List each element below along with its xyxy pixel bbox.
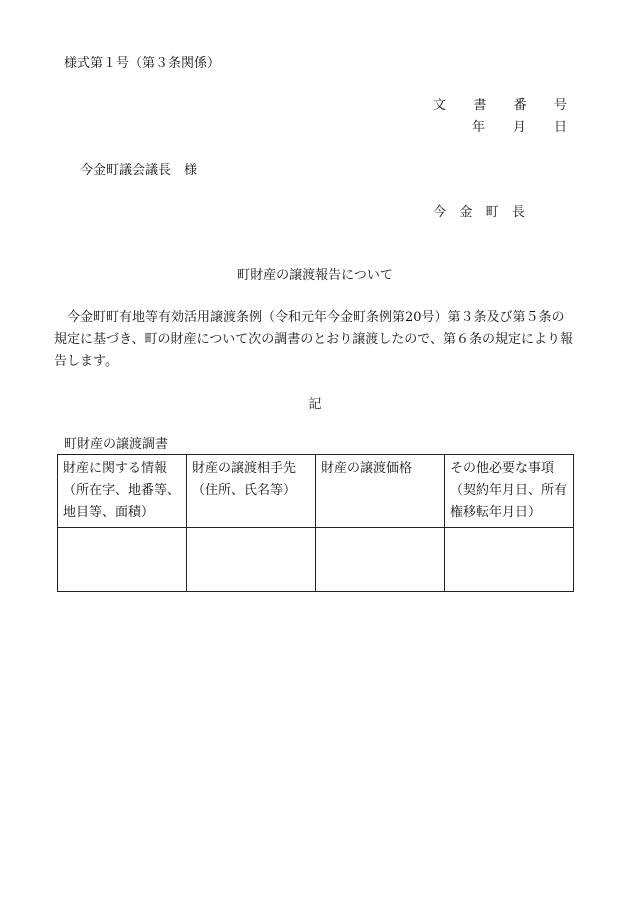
date-month-char: 月	[512, 120, 526, 135]
document-date	[472, 120, 567, 137]
table-row	[58, 528, 574, 592]
header-property-info: 財産に関する情報 （所在字、地番等、 地目等、面積）	[58, 455, 187, 528]
table-header-row	[58, 455, 574, 528]
body-paragraph: 今金町町有地等有効活用譲渡条例（令和元年今金町条例第20号）第３条及び第５条の規定に基づき、町の財産について次の調書のとおり譲渡したので、第６条の規定により報告します。	[54, 310, 573, 369]
document-number	[433, 98, 567, 115]
sender-char: 今	[433, 205, 447, 220]
header-transferee: 財産の譲渡相手先 （住所、氏名等）	[187, 455, 316, 528]
doc-number-char: 号	[553, 98, 567, 113]
doc-number-char: 番	[513, 98, 527, 113]
table-cell[interactable]	[445, 528, 574, 592]
doc-number-char: 書	[473, 98, 487, 113]
table-cell[interactable]	[58, 528, 187, 592]
form-label: 様式第１号（第３条関係）	[64, 56, 221, 71]
table-caption: 町財産の譲渡調書	[64, 437, 169, 452]
sender-char: 金	[459, 205, 473, 220]
transfer-table	[57, 454, 574, 592]
table-cell[interactable]	[316, 528, 445, 592]
header-transfer-price: 財産の譲渡価格	[316, 455, 445, 528]
date-day-char: 日	[553, 120, 567, 135]
table-cell[interactable]	[187, 528, 316, 592]
header-other-matters: その他必要な事項 （契約年月日、所有 権移転年月日）	[445, 455, 574, 528]
addressee: 今金町議会議長 様	[80, 163, 198, 178]
doc-number-char: 文	[433, 98, 447, 113]
date-year-char: 年	[472, 120, 486, 135]
ki-heading: 記	[308, 397, 322, 412]
sender-char: 長	[511, 205, 525, 220]
sender	[433, 205, 525, 222]
sender-char: 町	[485, 205, 499, 220]
document-title: 町財産の譲渡報告について	[237, 268, 393, 283]
